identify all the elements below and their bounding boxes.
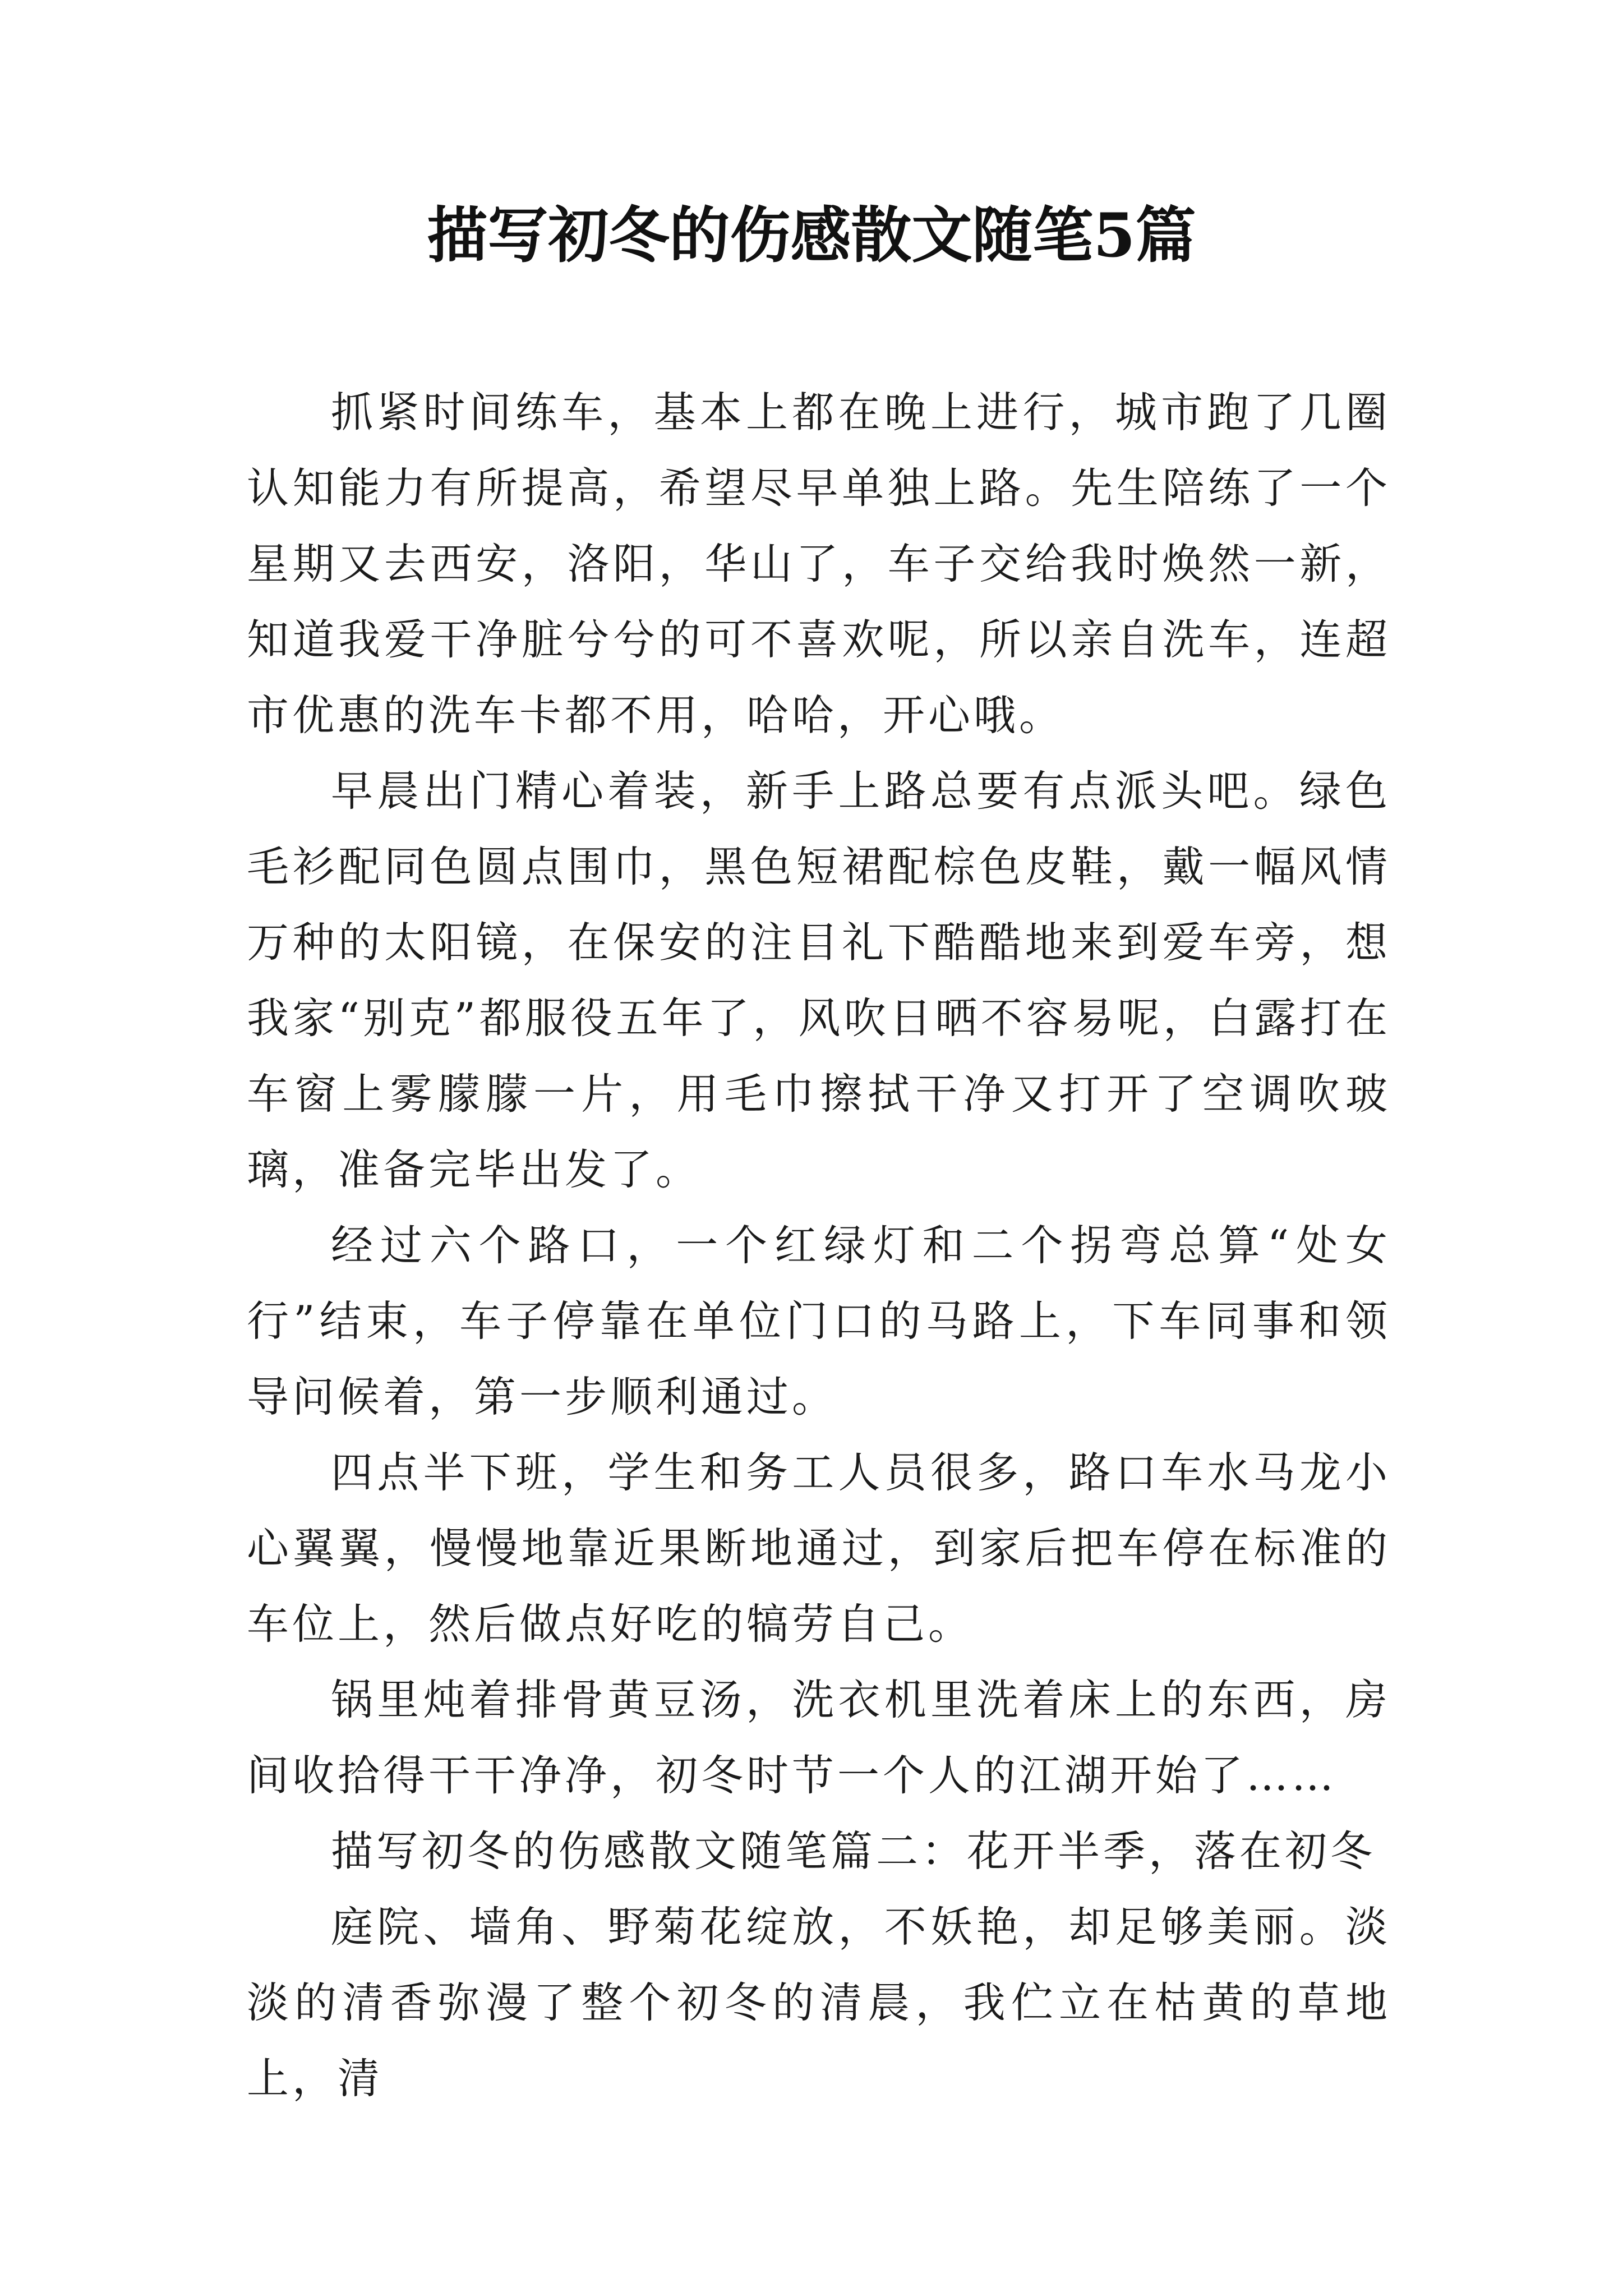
paragraph: 锅里炖着排骨黄豆汤，洗衣机里洗着床上的东西，房间收拾得干干净净，初冬时节一个人的江湖开始了…… [247, 1675, 1391, 1800]
section-heading: 描写初冬的伤感散文随笔篇二：花开半季，落在初冬 [331, 1826, 1376, 1876]
paragraph: 四点半下班，学生和务工人员很多，路口车水马龙小心翼翼，慢慢地靠近果断地通过，到家后把车停在标准的车位上，然后做点好吃的犒劳自己。 [247, 1448, 1391, 1649]
paragraph: 庭院、墙角、野菊花绽放，不妖艳，却足够美丽。淡淡的清香弥漫了整个初冬的清晨，我伫立在枯黄的草地上，清 [247, 1902, 1391, 2103]
document-body [247, 375, 1391, 2116]
paragraph: 早晨出门精心着装，新手上路总要有点派头吧。绿色毛衫配同色圆点围巾，黑色短裙配棕色皮鞋，戴一幅风情万种的太阳镜，在保安的注目礼下酷酷地来到爱车旁，想我家“别克”都服役五年了，风吹日晒不容易呢，白露打在车窗上雾朦朦一片，用毛巾擦拭干净又打开了空调吹玻璃，准备完毕出发了。 [247, 766, 1391, 1194]
document-title: 描写初冬的伤感散文随笔5篇 [427, 200, 1196, 271]
paragraph: 抓紧时间练车，基本上都在晚上进行，城市跑了几圈认知能力有所提高，希望尽早单独上路。先生陪练了一个星期又去西安，洛阳，华山了，车子交给我时焕然一新，知道我爱干净脏兮兮的可不喜欢呢，所以亲自洗车，连超市优惠的洗车卡都不用，哈哈，开心哦。 [247, 388, 1391, 740]
paragraph: 经过六个路口，一个红绿灯和二个拐弯总算“处女行”结束，车子停靠在单位门口的马路上，下车同事和领导问候着，第一步顺利通过。 [247, 1221, 1391, 1421]
